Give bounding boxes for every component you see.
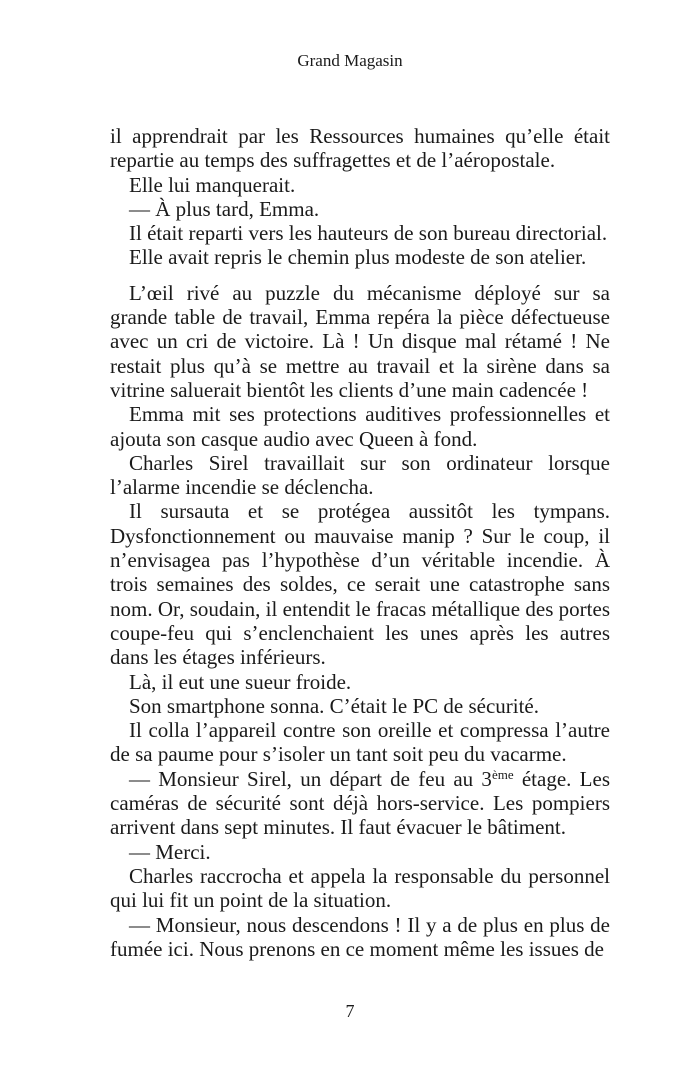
dialogue-line: — Monsieur, nous descendons ! Il y a de plus en plus de fumée ici. Nous prenons en ce moment même les issues de (110, 912, 610, 961)
dialogue-line: — À plus tard, Emma. (129, 196, 320, 221)
paragraph: Elle avait repris le chemin plus modeste de son atelier. (129, 245, 587, 270)
paragraph: Il sursauta et se protégea aussitôt les tympans. Dysfonctionnement ou mauvaise manip ? Sur le coup, il n’envisagea pas l’hypothèse d’un véritable incendie. À trois semaines des soldes, ce serait une catastrophe sans nom. Or, soudain, il entendit le fracas métallique des portes coupe-feu qui s’enclenchaient les unes après les autres dans les étages inférieurs. (110, 499, 610, 670)
running-head: Grand Magasin (297, 51, 403, 70)
page-number: 7 (345, 1001, 355, 1021)
paragraph: il apprendrait par les Ressources humaines qu’elle était repartie au temps des suffragettes et de l’aéropostale. (110, 124, 610, 173)
ordinal-superscript: ème (491, 766, 514, 782)
body-text (110, 124, 610, 961)
dialogue-text: étage. Les caméras de sécurité sont déjà hors-service. Les pompiers arrivent dans sept minutes. Il faut évacuer le bâtiment. (110, 766, 610, 840)
dialogue-line: — Merci. (129, 839, 211, 864)
paragraph: L’œil rivé au puzzle du mécanisme déployé sur sa grande table de travail, Emma repéra la pièce défectueuse avec un cri de victoire. Là ! Un disque mal rétamé ! Ne restait plus qu’à se mettre au travail et la sirène dans sa vitrine saluerait bientôt les clients d’une main cadencée ! (110, 280, 610, 402)
paragraph: Son smartphone sonna. C’était le PC de sécurité. (129, 693, 540, 718)
dialogue-text: — Monsieur Sirel, un départ de feu au 3 (129, 766, 492, 791)
paragraph: Charles raccrocha et appela la responsable du personnel qui lui fit un point de la situation. (110, 863, 610, 913)
paragraph: Là, il eut une sueur froide. (129, 669, 352, 694)
paragraph: Emma mit ses protections auditives professionnelles et ajouta son casque audio avec Queen à fond. (110, 402, 610, 451)
paragraph: Il était reparti vers les hauteurs de son bureau directorial. (129, 221, 608, 246)
paragraph: Elle lui manquerait. (129, 172, 296, 197)
dialogue-line (110, 767, 610, 840)
paragraph: Il colla l’appareil contre son oreille et compressa l’autre de sa paume pour s’isoler un tant soit peu du vacarme. (110, 718, 610, 767)
paragraph: Charles Sirel travaillait sur son ordinateur lorsque l’alarme incendie se déclencha. (110, 450, 610, 500)
